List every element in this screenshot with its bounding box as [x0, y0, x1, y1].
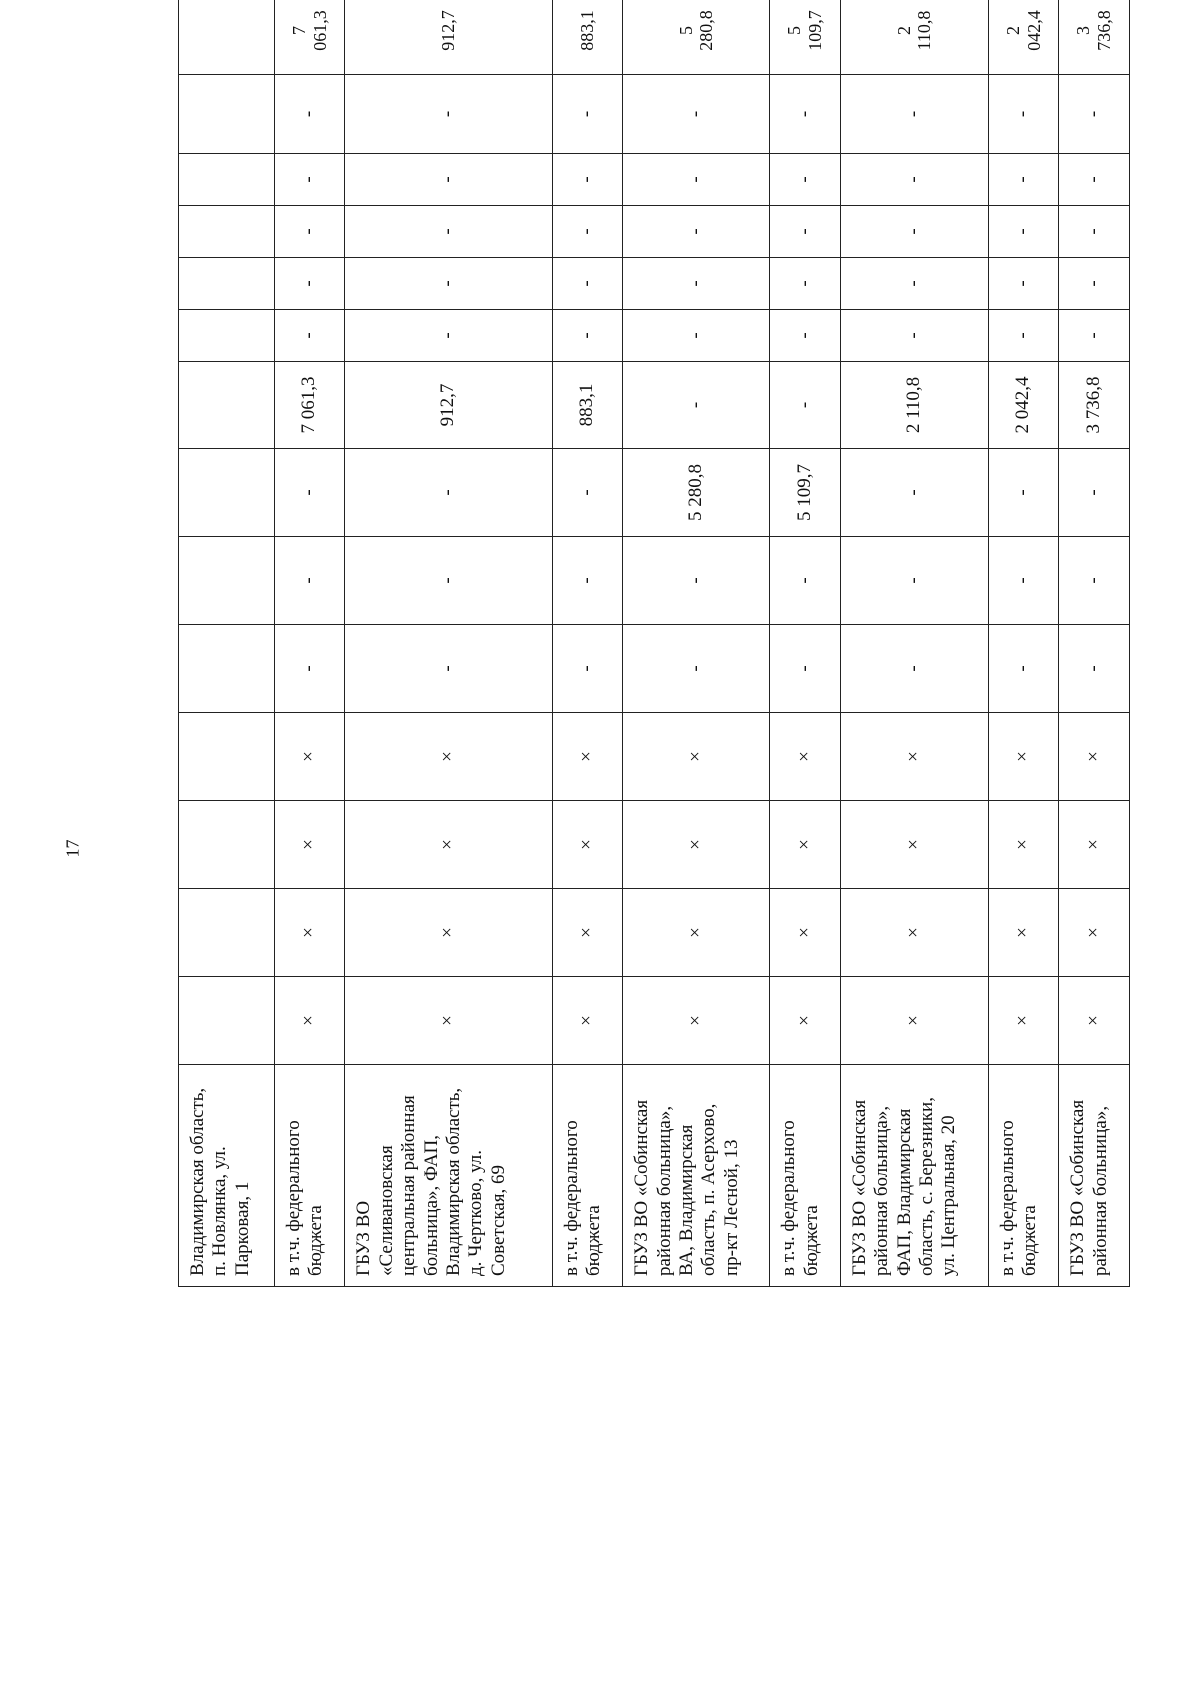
value-cell — [1059, 889, 1130, 977]
cell-value: 5 109,7 — [784, 10, 825, 51]
cell-value: - — [1012, 665, 1034, 672]
value-cell — [274, 310, 345, 362]
table-row — [552, 0, 623, 1287]
cell-value: × — [298, 1015, 320, 1026]
cell-value: - — [576, 280, 598, 287]
cell-value: - — [903, 228, 925, 235]
value-cell — [840, 154, 988, 206]
value-cell — [1059, 310, 1130, 362]
cell-value: × — [437, 927, 459, 938]
cell-value: × — [1012, 927, 1034, 938]
cell-value: 7 061,3 — [298, 376, 320, 434]
cell-value: - — [903, 280, 925, 287]
total-cell — [770, 0, 841, 75]
cell-value: × — [1082, 927, 1104, 938]
value-cell — [345, 625, 552, 713]
value-cell — [274, 889, 345, 977]
value-cell — [623, 310, 770, 362]
cell-value: - — [437, 489, 459, 496]
value-cell — [840, 801, 988, 889]
cell-value: × — [576, 1015, 598, 1026]
value-cell — [274, 154, 345, 206]
value-cell — [274, 362, 345, 449]
value-cell — [770, 206, 841, 258]
value-cell — [1059, 154, 1130, 206]
cell-value: - — [903, 577, 925, 584]
cell-value: × — [437, 751, 459, 762]
value-cell — [552, 310, 623, 362]
value-cell — [988, 625, 1059, 713]
cell-value: 2 042,4 — [1012, 376, 1034, 434]
cell-value: - — [903, 332, 925, 339]
value-cell — [274, 977, 345, 1065]
value-cell — [770, 362, 841, 449]
cell-value: - — [685, 176, 706, 183]
cell-value: × — [1012, 751, 1034, 762]
cell-value: - — [903, 176, 925, 183]
value-cell — [770, 75, 841, 154]
total-cell — [988, 0, 1059, 75]
cell-value: - — [437, 332, 459, 339]
cell-value: - — [1082, 228, 1104, 235]
cell-value: × — [685, 1015, 706, 1026]
value-cell — [274, 449, 345, 537]
cell-value: 7 061,3 — [288, 10, 330, 51]
value-cell — [840, 310, 988, 362]
row-name-text: ГБУЗ ВО «Селивановская центральная районная больница», ФАП, Владимирская область, д. Чертково, ул. Советская, 69 — [353, 1087, 509, 1276]
cell-value: × — [793, 839, 815, 850]
cell-value: × — [685, 839, 706, 850]
row-name-text: в т.ч. федерального бюджета — [996, 1120, 1041, 1276]
value-cell — [274, 258, 345, 310]
value-cell — [840, 258, 988, 310]
cell-value: - — [1082, 489, 1104, 496]
value-cell — [988, 713, 1059, 801]
cell-value: - — [437, 228, 459, 235]
value-cell — [179, 258, 275, 310]
cell-value: 2 042,4 — [1002, 10, 1044, 51]
cell-value: - — [437, 110, 459, 118]
value-cell — [345, 889, 552, 977]
total-cell — [179, 0, 275, 75]
value-cell — [1059, 75, 1130, 154]
row-name-cell — [623, 1065, 770, 1287]
value-cell — [1059, 801, 1130, 889]
cell-value: - — [298, 110, 320, 118]
value-cell — [179, 537, 275, 625]
cell-value: 3 736,8 — [1073, 10, 1115, 51]
cell-value: 883,1 — [576, 383, 598, 427]
value-cell — [770, 310, 841, 362]
cell-value: - — [685, 332, 706, 339]
value-cell — [179, 310, 275, 362]
cell-value: - — [1012, 110, 1034, 118]
value-cell — [840, 713, 988, 801]
cell-value: × — [576, 839, 598, 850]
cell-value: - — [1012, 332, 1034, 339]
cell-value: × — [685, 751, 706, 762]
value-cell — [840, 362, 988, 449]
value-cell — [179, 713, 275, 801]
cell-value: - — [1012, 280, 1034, 287]
cell-value: - — [298, 228, 320, 235]
cell-value: - — [437, 176, 459, 183]
value-cell — [623, 801, 770, 889]
value-cell — [840, 625, 988, 713]
cell-value: × — [903, 751, 925, 762]
value-cell — [840, 449, 988, 537]
value-cell — [1059, 258, 1130, 310]
value-cell — [1059, 537, 1130, 625]
value-cell — [1059, 977, 1130, 1065]
value-cell — [623, 625, 770, 713]
row-name-text: ГБУЗ ВО «Собинская районная больница», — [1067, 1099, 1111, 1276]
value-cell — [552, 801, 623, 889]
value-cell — [179, 889, 275, 977]
value-cell — [552, 154, 623, 206]
value-cell — [552, 537, 623, 625]
cell-value: 3 736,8 — [1082, 376, 1104, 434]
total-cell — [552, 0, 623, 75]
value-cell — [345, 310, 552, 362]
value-cell — [345, 362, 552, 449]
cell-value: - — [793, 176, 815, 183]
rotated-table-frame — [178, 10, 1130, 1287]
cell-value: 912,7 — [438, 10, 459, 51]
value-cell — [988, 206, 1059, 258]
total-cell — [1059, 0, 1130, 75]
cell-value: - — [298, 280, 320, 287]
cell-value: - — [1012, 176, 1034, 183]
table-row — [988, 0, 1059, 1287]
value-cell — [552, 75, 623, 154]
value-cell — [1059, 713, 1130, 801]
value-cell — [345, 449, 552, 537]
value-cell — [840, 537, 988, 625]
cell-value: × — [903, 927, 925, 938]
value-cell — [1059, 625, 1130, 713]
table-row — [840, 0, 988, 1287]
value-cell — [1059, 449, 1130, 537]
cell-value: - — [1082, 577, 1104, 584]
cell-value: × — [298, 751, 320, 762]
value-cell — [988, 537, 1059, 625]
cell-value: 5 280,8 — [675, 10, 717, 51]
value-cell — [623, 977, 770, 1065]
cell-value: × — [437, 1015, 459, 1026]
row-name-cell — [345, 1065, 552, 1287]
cell-value: × — [793, 751, 815, 762]
cell-value: - — [576, 577, 598, 584]
cell-value: - — [685, 110, 706, 118]
cell-value: - — [903, 489, 925, 496]
value-cell — [623, 537, 770, 625]
row-name-cell — [770, 1065, 841, 1287]
value-cell — [274, 625, 345, 713]
value-cell — [1059, 362, 1130, 449]
value-cell — [770, 449, 841, 537]
value-cell — [1059, 206, 1130, 258]
value-cell — [345, 154, 552, 206]
cell-value: - — [576, 110, 598, 118]
cell-value: - — [1082, 176, 1104, 183]
value-cell — [552, 889, 623, 977]
cell-value: × — [1012, 839, 1034, 850]
value-cell — [274, 537, 345, 625]
value-cell — [988, 362, 1059, 449]
value-cell — [770, 537, 841, 625]
table-row — [274, 0, 345, 1287]
cell-value: × — [576, 751, 598, 762]
total-cell — [840, 0, 988, 75]
value-cell — [840, 977, 988, 1065]
value-cell — [623, 154, 770, 206]
value-cell — [988, 977, 1059, 1065]
row-name-cell — [1059, 1065, 1130, 1287]
cell-value: 2 110,8 — [893, 10, 935, 51]
cell-value: - — [793, 665, 815, 672]
value-cell — [840, 206, 988, 258]
cell-value: - — [298, 489, 320, 496]
cell-value: - — [437, 577, 459, 584]
value-cell — [345, 801, 552, 889]
table-body — [179, 0, 1130, 1287]
row-name-text: ГБУЗ ВО «Собинская районная больница», ФАП, Владимирская область, с. Березники, ул. Центральная, 20 — [848, 1097, 960, 1276]
value-cell — [988, 154, 1059, 206]
cell-value: - — [685, 280, 706, 287]
cell-value: 2 110,8 — [903, 376, 925, 434]
cell-value: × — [903, 1015, 925, 1026]
cell-value: × — [903, 839, 925, 850]
cell-value: 883,1 — [577, 10, 598, 51]
table-row — [770, 0, 841, 1287]
page-number: 17 — [62, 839, 83, 858]
cell-value: - — [576, 228, 598, 235]
cell-value: - — [685, 228, 706, 235]
value-cell — [840, 75, 988, 154]
cell-value: × — [1012, 1015, 1034, 1026]
value-cell — [623, 75, 770, 154]
cell-value: - — [1082, 332, 1104, 339]
row-name-text: Владимирская область, п. Новлянка, ул. Парковая, 1 — [187, 1087, 253, 1276]
value-cell — [345, 977, 552, 1065]
cell-value: - — [1082, 110, 1104, 118]
value-cell — [623, 362, 770, 449]
value-cell — [179, 977, 275, 1065]
cell-value: - — [437, 665, 459, 672]
row-name-text: в т.ч. федерального бюджета — [778, 1120, 822, 1276]
budget-table — [178, 0, 1130, 1287]
value-cell — [274, 75, 345, 154]
value-cell — [274, 713, 345, 801]
cell-value: 912,7 — [437, 383, 459, 427]
value-cell — [179, 206, 275, 258]
cell-value: - — [793, 401, 815, 409]
value-cell — [552, 977, 623, 1065]
value-cell — [345, 713, 552, 801]
value-cell — [623, 449, 770, 537]
value-cell — [770, 258, 841, 310]
value-cell — [274, 206, 345, 258]
value-cell — [623, 258, 770, 310]
value-cell — [770, 889, 841, 977]
cell-value: × — [298, 839, 320, 850]
total-cell — [623, 0, 770, 75]
cell-value: - — [298, 665, 320, 672]
table-row — [345, 0, 552, 1287]
cell-value: - — [685, 665, 706, 672]
row-name-cell — [552, 1065, 623, 1287]
value-cell — [345, 75, 552, 154]
cell-value: × — [793, 1015, 815, 1026]
value-cell — [770, 625, 841, 713]
cell-value: - — [1012, 577, 1034, 584]
value-cell — [770, 154, 841, 206]
cell-value: - — [793, 228, 815, 235]
value-cell — [988, 889, 1059, 977]
value-cell — [179, 625, 275, 713]
cell-value: - — [903, 665, 925, 672]
cell-value: - — [576, 176, 598, 183]
value-cell — [770, 977, 841, 1065]
value-cell — [623, 889, 770, 977]
cell-value: - — [576, 665, 598, 672]
cell-value: - — [576, 489, 598, 496]
cell-value: 5 109,7 — [793, 464, 815, 521]
value-cell — [179, 154, 275, 206]
cell-value: - — [437, 280, 459, 287]
value-cell — [552, 258, 623, 310]
cell-value: × — [1082, 751, 1104, 762]
value-cell — [179, 362, 275, 449]
row-name-cell — [179, 1065, 275, 1287]
row-name-cell — [274, 1065, 345, 1287]
cell-value: × — [685, 927, 706, 938]
value-cell — [345, 258, 552, 310]
value-cell — [179, 75, 275, 154]
cell-value: - — [298, 577, 320, 584]
row-name-cell — [840, 1065, 988, 1287]
cell-value: - — [298, 332, 320, 339]
cell-value: × — [437, 839, 459, 850]
cell-value: - — [576, 332, 598, 339]
cell-value: × — [576, 927, 598, 938]
cell-value: - — [685, 401, 706, 409]
value-cell — [770, 801, 841, 889]
cell-value: - — [793, 577, 815, 584]
value-cell — [988, 258, 1059, 310]
cell-value: - — [903, 110, 925, 118]
table-row — [623, 0, 770, 1287]
cell-value: × — [793, 927, 815, 938]
cell-value: - — [1012, 228, 1034, 235]
value-cell — [840, 889, 988, 977]
value-cell — [552, 362, 623, 449]
cell-value: - — [1082, 665, 1104, 672]
cell-value: 5 280,8 — [685, 464, 706, 521]
table-row — [179, 0, 275, 1287]
cell-value: - — [793, 110, 815, 118]
value-cell — [623, 206, 770, 258]
value-cell — [552, 625, 623, 713]
value-cell — [988, 75, 1059, 154]
row-name-cell — [988, 1065, 1059, 1287]
row-name-text: в т.ч. федерального бюджета — [282, 1120, 327, 1276]
value-cell — [623, 713, 770, 801]
cell-value: - — [1082, 280, 1104, 287]
cell-value: - — [793, 332, 815, 339]
cell-value: - — [685, 577, 706, 584]
value-cell — [988, 449, 1059, 537]
cell-value: - — [298, 176, 320, 183]
cell-value: - — [793, 280, 815, 287]
value-cell — [274, 801, 345, 889]
cell-value: × — [1082, 839, 1104, 850]
value-cell — [179, 449, 275, 537]
value-cell — [552, 206, 623, 258]
value-cell — [552, 713, 623, 801]
value-cell — [345, 537, 552, 625]
total-cell — [345, 0, 552, 75]
value-cell — [179, 801, 275, 889]
value-cell — [770, 713, 841, 801]
cell-value: × — [298, 927, 320, 938]
row-name-text: ГБУЗ ВО «Собинская районная больница», ВА, Владимирская область, п. Асерхово, пр-кт Лесной, 13 — [631, 1099, 742, 1276]
value-cell — [345, 206, 552, 258]
total-cell — [274, 0, 345, 75]
cell-value: - — [1012, 489, 1034, 496]
table-row — [1059, 0, 1130, 1287]
cell-value: × — [1082, 1015, 1104, 1026]
value-cell — [552, 449, 623, 537]
value-cell — [988, 310, 1059, 362]
value-cell — [988, 801, 1059, 889]
row-name-text: в т.ч. федерального бюджета — [560, 1120, 605, 1276]
